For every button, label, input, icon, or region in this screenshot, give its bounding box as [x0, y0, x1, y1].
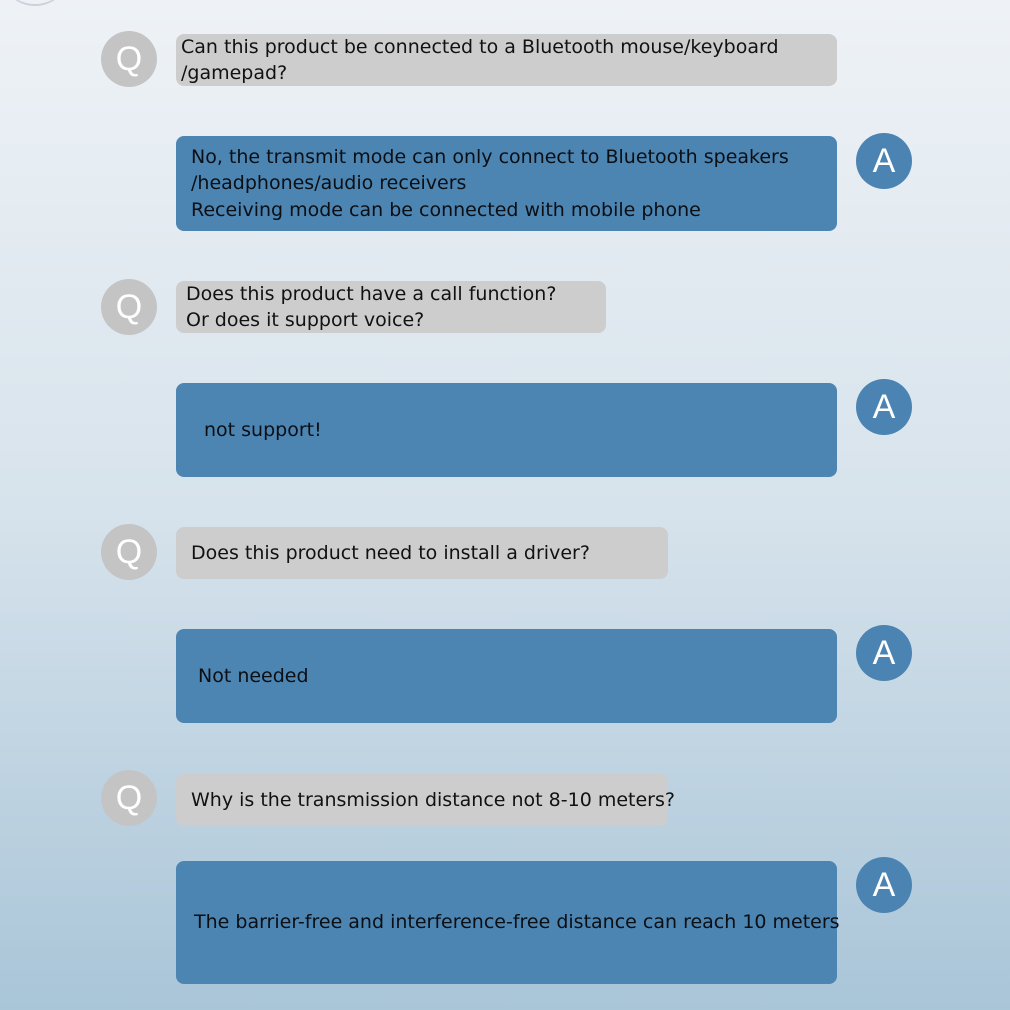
answer-4-line-1: The barrier-free and interference-free distance can reach 10 meters	[194, 911, 840, 934]
question-badge-letter: Q	[115, 779, 143, 817]
question-badge-letter: Q	[115, 40, 143, 78]
question-1-line-1: Can this product be connected to a Bluetooth mouse/keyboard	[181, 35, 779, 58]
answer-badge	[856, 625, 912, 681]
answer-badge-letter: A	[872, 388, 896, 426]
answer-2-line-1: not support!	[204, 418, 322, 441]
answer-1-line-2: /headphones/audio receivers	[191, 172, 467, 195]
answer-badge-letter: A	[872, 634, 896, 672]
answer-bubble-4	[176, 861, 840, 984]
answer-badge	[856, 379, 912, 435]
answer-badge-letter: A	[872, 866, 896, 904]
question-badge-letter: Q	[115, 288, 143, 326]
question-1-line-2: /gamepad?	[181, 62, 288, 84]
answer-badge	[856, 133, 912, 189]
question-badge	[101, 279, 157, 335]
question-bubble-1	[176, 34, 837, 86]
answer-badge-letter: A	[872, 142, 896, 180]
question-4-line-1: Why is the transmission distance not 8-10 meters?	[191, 788, 675, 811]
question-bubble-3	[176, 527, 668, 579]
answer-bubble-2	[176, 383, 837, 477]
question-2-line-2: Or does it support voice?	[186, 309, 425, 331]
answer-1-line-3: Receiving mode can be connected with mobile phone	[191, 198, 701, 221]
question-badge	[101, 31, 157, 87]
question-badge	[101, 524, 157, 580]
answer-3-line-1: Not needed	[198, 664, 309, 687]
question-badge-letter: Q	[115, 533, 143, 571]
question-2-line-1: Does this product have a call function?	[186, 282, 557, 305]
decorative-arc	[0, 0, 70, 6]
question-bubble-2	[176, 281, 606, 333]
answer-bubble-1	[176, 136, 837, 231]
answer-1-line-1: No, the transmit mode can only connect to Bluetooth speakers	[191, 145, 789, 168]
question-bubble-4	[176, 774, 675, 826]
answer-bubble-3	[176, 629, 837, 723]
answer-badge	[856, 857, 912, 913]
question-3-line-1: Does this product need to install a driver?	[191, 541, 590, 564]
question-badge	[101, 770, 157, 826]
